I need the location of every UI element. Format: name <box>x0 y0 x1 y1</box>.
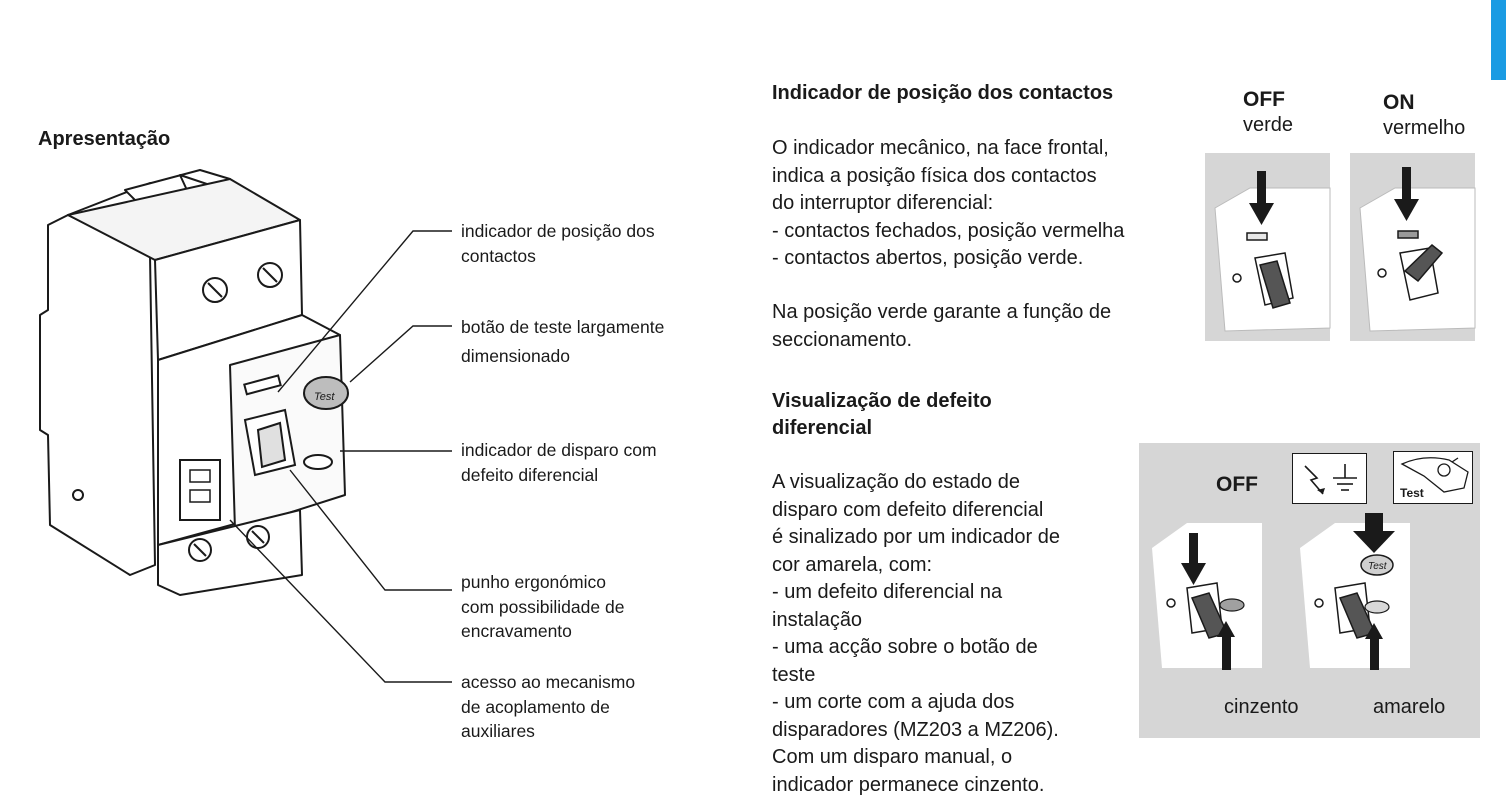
caption-grey: cinzento <box>1224 696 1299 718</box>
fault-paragraph: A visualização do estado de disparo com defeito diferencial é sinalizado por um indicador de cor amarela, com: - um defeito diferencial na instalação - uma acção sobre o botão de teste - um corte com a ajuda dos disparadores (MZ203 a MZ206). Com um disparo manual, o indicador permanece cinzento. <box>772 471 1060 796</box>
fault-yellow-breaker <box>1295 503 1415 673</box>
test-hand-icon-label: Test <box>1400 486 1424 500</box>
off-state-label: OFF verde <box>1243 88 1294 136</box>
test-hand-icon <box>1393 451 1473 504</box>
caption-yellow: amarelo <box>1373 696 1446 718</box>
callout-contact-indicator: indicador de posição dos contactos <box>461 221 655 266</box>
callout-fault-indicator: indicador de disparo com defeito diferencial <box>461 440 657 485</box>
callout-test-button: botão de teste largamente dimensionado <box>461 317 665 366</box>
fault-grey-breaker <box>1147 503 1267 673</box>
fault-panel <box>1139 443 1480 738</box>
fault-off-label: OFF <box>1216 473 1258 496</box>
on-state-image <box>1350 153 1475 341</box>
earth-fault-icon <box>1292 453 1367 504</box>
section-heading-fault: Visualização de defeito diferencial <box>772 390 992 439</box>
section-heading-contacts: Indicador de posição dos contactos <box>772 82 1114 104</box>
contacts-paragraph-1: O indicador mecânico, na face frontal, indica a posição física dos contactos do interruptor diferencial: - contactos fechados, posição vermelha - contactos abertos, posição verde. <box>772 137 1125 269</box>
callout-auxiliary-access: acesso ao mecanismo de acoplamento de auxiliares <box>461 672 636 741</box>
off-state-image <box>1205 153 1330 341</box>
callout-handle: punho ergonómico com possibilidade de encravamento <box>461 572 625 641</box>
section-heading-apresentacao: Apresentação <box>38 128 171 150</box>
fault-test-button-label: Test <box>1368 561 1387 572</box>
test-button-label: Test <box>314 391 335 403</box>
contacts-paragraph-2: Na posição verde garante a função de seccionamento. <box>772 301 1112 351</box>
on-state-label: ON vermelho <box>1383 91 1466 139</box>
